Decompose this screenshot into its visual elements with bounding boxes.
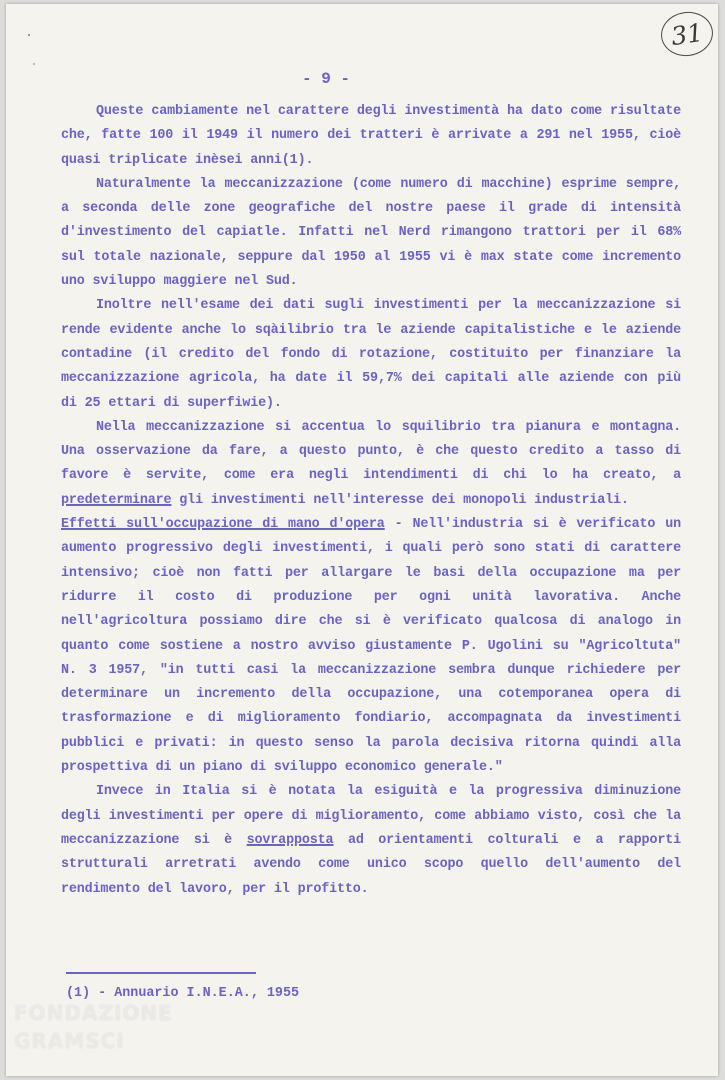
paragraph-4	[61, 416, 681, 513]
paragraph-6-end: ad orientamenti colturali e a rapporti strutturali arretrati avendo come unico scopo quello dell'aumento del rendimento del lavoro, per il profitto.	[61, 832, 681, 897]
archive-folio-number: 31	[658, 9, 716, 60]
watermark-line-1: FONDAZIONE	[14, 1001, 173, 1025]
paragraph-2: Naturalmente la meccanizzazione (come numero di macchine) esprime sempre, a seconda delle zone geografiche del nostre paese il grade di intensità d'investimento del capiatle. Infatti nel Nerd rimangono trattori per il 68% sul totale nazionale, seppure dal 1950 al 1955 vi è max state come incremento uno sviluppo maggiere nel Sud.	[61, 176, 681, 290]
page-number: - 9 -	[301, 70, 350, 88]
footnote: (1) - Annuario I.N.E.A., 1955	[66, 986, 300, 1001]
paragraph-5-text: - Nell'industria si è verificato un aumento progressivo degli investimenti, i quali però sono stati di carattere intensivo; cioè non fatti per allargare le basi della occupazione ma per ridurre il costo di produzione per ogni unità lavorativa. Anche nell'agricoltura possiamo dire che si è verificato qualcosa di analogo in quanto come sostiene a nostro avviso giustamente P. Ugolini su "Agricoltuta" N. 3 1957, "in tutti casi la meccanizzazione sembra dunque richiedere per determinare un incremento della occupazione, una cotemporanea opera di trasformazione e di miglioramento fondiario, accompagnata da investimenti pubblici e privati: in questo senso la parola decisiva ritorna quindi alla prospettiva di un piano di sviluppo economico generale."	[61, 517, 681, 776]
underlined-word-predeterminare: predeterminare	[61, 492, 172, 508]
paragraph-5	[61, 513, 681, 780]
section-heading: Effetti sull'occupazione di mano d'opera	[61, 517, 385, 533]
paragraph-6	[61, 780, 681, 901]
paragraph-4-text: Nella meccanizzazione si accentua lo squilibrio tra pianura e montagna. Una osservazione da fare, a questo punto, è che questo credito a tasso di favore è servite, come era negli intendimenti di chi lo ha creato, a	[61, 419, 681, 484]
document-body	[61, 100, 681, 902]
underlined-word-sovrapposta: sovrapposta	[246, 832, 334, 848]
footnote-divider	[66, 972, 256, 974]
margin-marks	[26, 32, 36, 72]
watermark-line-2: GRAMSCI	[14, 1029, 125, 1053]
paragraph-3: Inoltre nell'esame dei dati sugli investimenti per la meccanizzazione si rende evidente anche lo sqàilibrio tra le aziende capitalistiche e le aziende contadine (il credito del fondo di rotazione, costituito per finanziare la meccanizzazione agricola, ha date il 59,7% dei capitali alle aziende con più di 25 ettari di superfiwie).	[61, 298, 681, 411]
paragraph-4-end: gli investimenti nell'interesse dei monopoli industriali.	[179, 492, 629, 508]
document-page	[6, 4, 718, 1076]
paragraph-1: Queste cambiamente nel carattere degli investimentà ha dato come risultate che, fatte 100 il 1949 il numero dei tratteri è arrivate a 291 nel 1955, cioè quasi triplicate inèsei anni(1).	[61, 104, 681, 168]
watermark-logo	[14, 999, 173, 1055]
paragraph-6-text: Invece in Italia si è notata la esiguità e la progressiva diminuzione degli investimenti per opere di miglioramento, come abbiamo visto, così che la meccanizzazione si è	[61, 784, 681, 848]
